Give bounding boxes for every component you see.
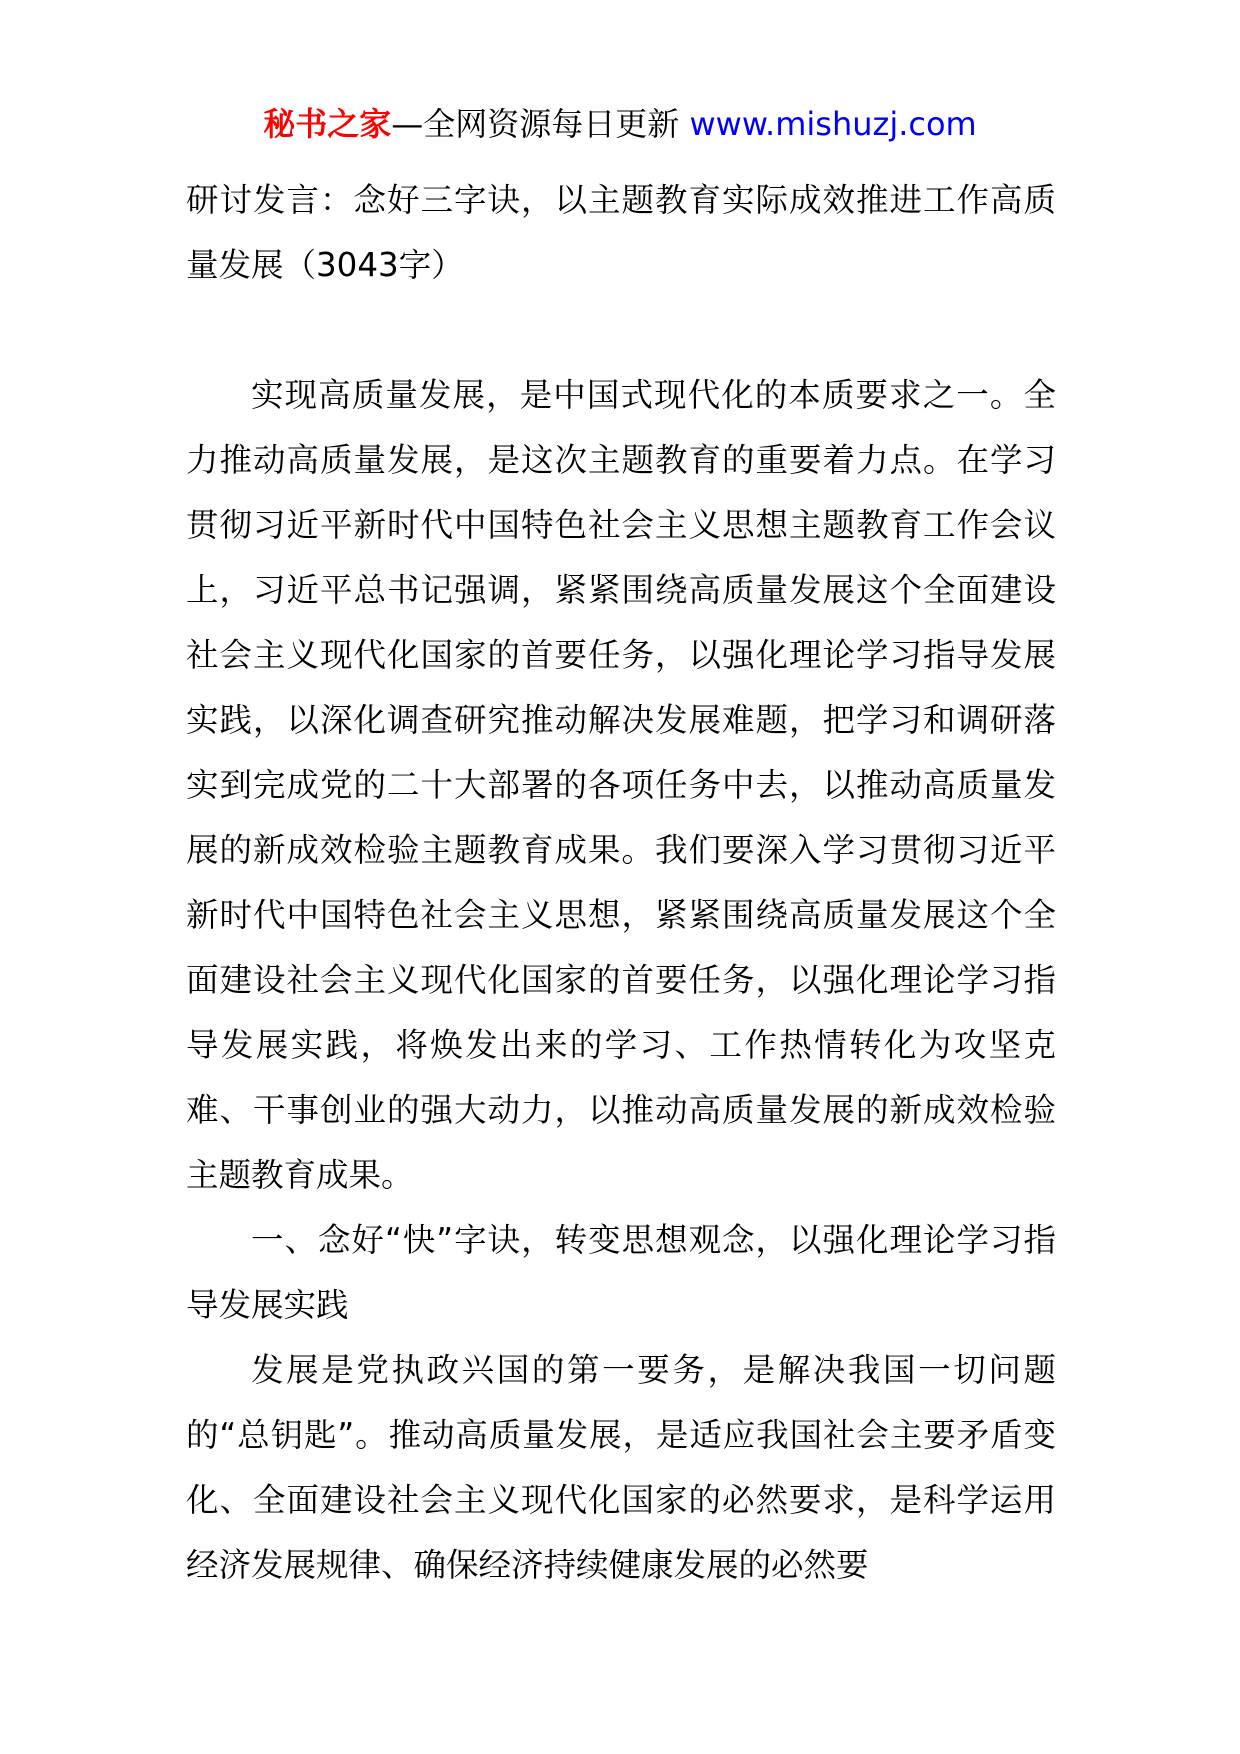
section-heading: 一、念好“快”字诀，转变思想观念，以强化理论学习指导发展实践 [186, 1221, 1056, 1324]
paragraph-intro: 实现高质量发展，是中国式现代化的本质要求之一。全力推动高质量发展，是这次主题教育的重要着力点。在学习贯彻习近平新时代中国特色社会主义思想主题教育工作会议上，习近平总书记强调，紧紧围绕高质量发展这个全面建设社会主义现代化国家的首要任务，以强化理论学习指导发展实践，以深化调查研究推动解决发展难题，把学习和调研落实到完成党的二十大部署的各项任务中去，以推动高质量发展的新成效检验主题教育成果。我们要深入学习贯彻习近平新时代中国特色社会主义思想，紧紧围绕高质量发展这个全面建设社会主义现代化国家的首要任务，以强化理论学习指导发展实践，将焕发出来的学习、工作热情转化为攻坚克难、干事创业的强大动力，以推动高质量发展的新成效检验主题教育成果。 [186, 376, 1056, 1194]
paragraph-body: 发展是党执政兴国的第一要务，是解决我国一切问题的“总钥匙”。推动高质量发展，是适应我国社会主要矛盾变化、全面建设社会主义现代化国家的必然要求，是科学运用经济发展规律、确保经济持续健康发展的必然要 [186, 1351, 1056, 1584]
site-header [0, 100, 1240, 148]
document-body [186, 168, 1056, 1598]
site-tagline: —全网资源每日更新 [391, 105, 680, 143]
document-title: 研讨发言：念好三字诀，以主题教育实际成效推进工作高质量发展（3043字） [186, 181, 1056, 284]
site-url-link[interactable]: www.mishuzj.com [689, 105, 977, 143]
brand-name: 秘书之家 [263, 105, 392, 143]
